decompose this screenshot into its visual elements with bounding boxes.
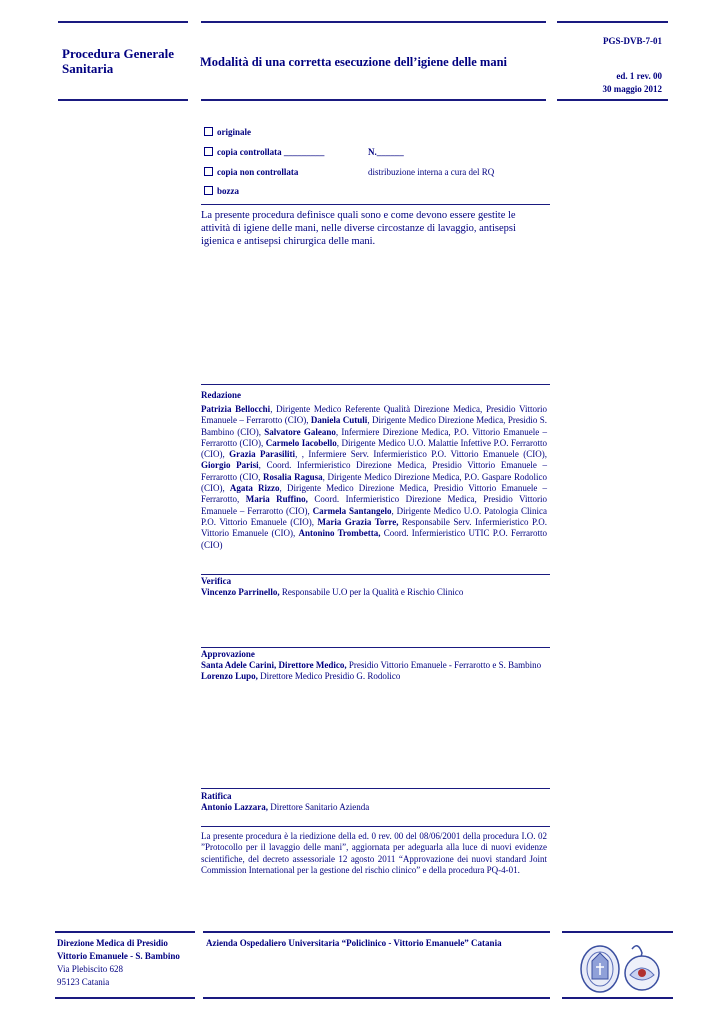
option-copia-controllata-label: copia controllata _________	[217, 147, 325, 157]
author-role: , Infermiere Direzione Medica, P.O. Vittorio Emanuele – Ferrarotto (CIO),	[201, 426, 547, 448]
redazione-text	[201, 404, 547, 551]
author-name: Daniela Cutuli	[310, 415, 368, 426]
footer-dept-line-2: Vittorio Emanuele - S. Bambino	[57, 951, 180, 961]
document-title: Modalità di una corretta esecuzione dell’igiene delle mani	[200, 55, 508, 69]
verifica-name: Vincenzo Parrinello,	[201, 587, 280, 597]
author-role: , Dirigente Medico Direzione Medica, P.O. Gaspare Rodolico (CIO),	[201, 471, 548, 494]
approvazione-entry-1	[201, 660, 547, 671]
footer-rule-center-bottom	[203, 997, 550, 999]
header-rule-left-bottom	[58, 99, 188, 101]
verifica-text	[201, 587, 547, 598]
footer-city: 95123 Catania	[57, 977, 110, 987]
author-name: Rosalia Ragusa	[263, 471, 323, 482]
edition-block	[603, 70, 663, 96]
procedure-description: La presente procedura definisce quali sono e come devono essere gestite le attività di igiene delle mani, nelle diverse circostanze di lavaggio, antisepsi igienica e antisepsi chirurgica delle mani.	[201, 210, 516, 247]
copy-number-field: N.______	[368, 147, 404, 157]
checkbox-icon[interactable]	[204, 167, 213, 176]
hospital-logo-icon	[572, 937, 672, 997]
author-name: Giorgio Parisi	[201, 460, 259, 471]
checkbox-icon[interactable]	[204, 186, 213, 195]
header-rule-center-bottom	[201, 99, 546, 101]
author-name: Maria Ruffino,	[245, 494, 308, 505]
author-role: , Dirigente Medico Direzione Medica, Presidio Vittorio Emanuele – Ferrarotto,	[201, 483, 547, 505]
author-name: Patrizia Bellocchi	[201, 404, 271, 414]
footer-rule-right-bottom	[562, 997, 673, 999]
option-originale[interactable]	[204, 127, 251, 137]
author-role: , Dirigente Medico Direzione Medica, Presidio S. Bambino (CIO),	[201, 415, 547, 437]
approvazione-name-1: Santa Adele Carini, Direttore Medico,	[201, 660, 347, 670]
author-role: Responsabile Serv. Infermieristico P.O. Vittorio Emanuele (CIO),	[201, 516, 547, 539]
intro-rule	[201, 204, 550, 205]
header-rule-left-top	[58, 21, 188, 23]
header-rule-right-top	[557, 21, 668, 23]
edition-date: 30 maggio 2012	[602, 84, 662, 94]
document-code: PGS-DVB-7-01	[603, 36, 662, 46]
footer-rule-center-top	[203, 931, 550, 933]
ratifica-rule	[201, 788, 550, 789]
option-copia-non-controllata-label: copia non controllata	[217, 167, 299, 177]
verifica-title: Verifica	[201, 576, 232, 586]
author-role: , Coord. Infermieristico Direzione Medica, Presidio Vittorio Emanuele – Ferrarotto (CIO,	[201, 460, 547, 482]
header-rule-center-top	[201, 21, 546, 23]
checkbox-icon[interactable]	[204, 147, 213, 156]
author-name: Grazia Parasiliti	[229, 449, 296, 460]
footer-dept-line-1: Direzione Medica di Presidio	[57, 938, 168, 948]
author-name: Agata Rizzo	[229, 483, 280, 494]
footer-rule-left-bottom	[55, 997, 195, 999]
author-role: , Dirigente Medico U.O. Malattie Infettive P.O. Ferrarotto (CIO),	[201, 437, 548, 460]
ratifica-title: Ratifica	[201, 791, 232, 801]
approvazione-name-2: Lorenzo Lupo,	[201, 671, 258, 682]
footer-rule-right-top	[562, 931, 673, 933]
approvazione-title: Approvazione	[201, 649, 255, 659]
author-name: Maria Grazia Torre,	[317, 516, 399, 527]
edition-revision: ed. 1 rev. 00	[616, 71, 662, 81]
author-name: Antonino Trombetta,	[298, 528, 381, 539]
footer-rule-left-top	[55, 931, 195, 933]
procedure-type: Procedura Generale Sanitaria	[62, 46, 175, 76]
footer-address: Via Plebiscito 628	[57, 964, 123, 974]
redazione-title: Redazione	[201, 390, 241, 400]
option-copia-controllata[interactable]	[204, 147, 324, 157]
author-role: , Dirigente Medico Referente Qualità Direzione Medica, Presidio Vittorio Emanuele – Ferrarotto (CIO),	[201, 404, 547, 426]
approvazione-role-2: Direttore Medico Presidio G. Rodolico	[257, 671, 401, 682]
redazione-rule	[201, 384, 550, 385]
author-name: Carmelo Iacobello	[265, 437, 337, 448]
author-role: , , Infermiere Serv. Infermieristico P.O. Vittorio Emanuele (CIO),	[295, 449, 547, 460]
revision-notes: La presente procedura è la riedizione della ed. 0 rev. 00 del 08/06/2001 della procedura I.O. 02 ”Protocollo per il lavaggio delle mani”, aggiornata per adeguarla alla luce di nuovi evidenze scientifiche, del decreto assessoriale 12 agosto 2011 “Approvazione dei nuovi standard Joint Commission International per la gestione del rischio clinico” e della procedura PQ-4-01.	[201, 831, 547, 875]
checkbox-icon[interactable]	[204, 127, 213, 136]
verifica-role: Responsabile U.O per la Qualità e Rischio Clinico	[279, 587, 464, 597]
author-role: Coord. Infermieristico UTIC P.O. Ferrarotto (CIO)	[201, 528, 548, 550]
ratifica-name: Antonio Lazzara,	[201, 802, 268, 812]
approvazione-text	[201, 660, 547, 683]
option-originale-label: originale	[217, 127, 251, 137]
author-name: Carmela Santangelo	[312, 505, 392, 516]
ratifica-text	[201, 802, 547, 813]
approvazione-entry-2	[201, 671, 547, 682]
header-rule-right-bottom	[557, 99, 668, 101]
notes-rule	[201, 826, 550, 827]
author-role: , Dirigente Medico U.O. Patologia Clinica P.O. Vittorio Emanuele (CIO),	[201, 505, 547, 527]
author-role: Coord. Infermieristico Direzione Medica, Presidio Vittorio Emanuele – Ferrarotto (CIO),	[201, 494, 547, 516]
distribution-note: distribuzione interna a cura del RQ	[368, 167, 495, 177]
approvazione-rule	[201, 647, 550, 648]
author-name: Salvatore Galeano	[264, 426, 336, 437]
footer-hospital-name: Azienda Ospedaliero Universitaria “Policlinico - Vittorio Emanuele” Catania	[206, 938, 502, 948]
option-copia-non-controllata[interactable]	[204, 167, 298, 177]
verifica-rule	[201, 574, 550, 575]
approvazione-role-1: Presidio Vittorio Emanuele - Ferrarotto e S. Bambino	[346, 660, 542, 670]
footer-department	[57, 937, 197, 989]
option-bozza[interactable]	[204, 186, 239, 196]
option-bozza-label: bozza	[217, 186, 239, 196]
ratifica-role: Direttore Sanitario Azienda	[268, 802, 370, 812]
